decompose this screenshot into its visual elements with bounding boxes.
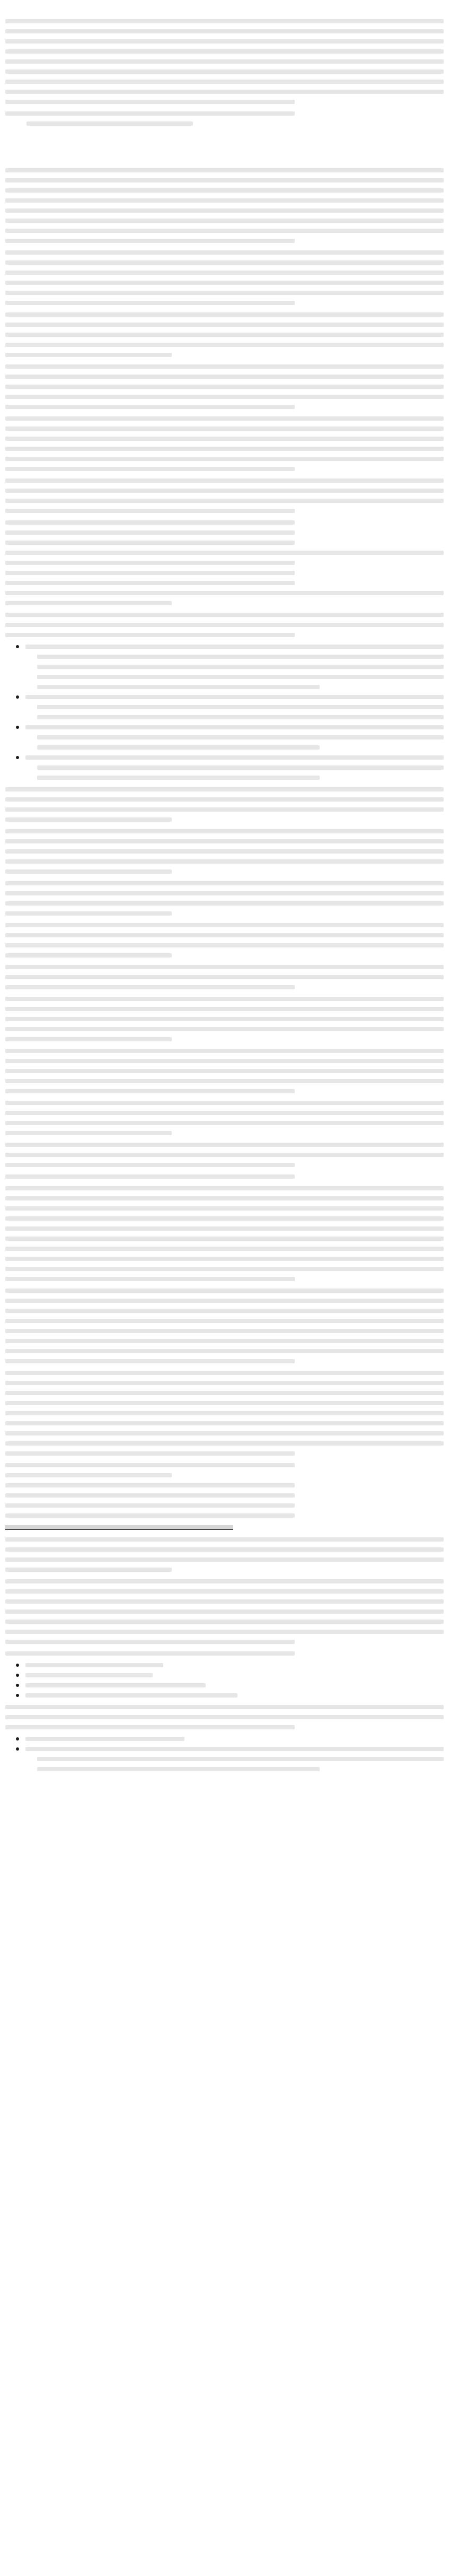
system-list	[5, 1663, 444, 1698]
paragraph-13	[5, 881, 444, 916]
paragraph-15	[5, 965, 444, 989]
paragraph-12	[5, 829, 444, 874]
paragraph-6	[5, 364, 444, 409]
paragraph-17	[5, 1049, 444, 1093]
list-item	[16, 755, 444, 760]
paragraph-25	[5, 1537, 444, 1572]
list-item	[16, 1673, 444, 1677]
list-item	[16, 1693, 444, 1698]
source-note[interactable]	[5, 1525, 233, 1530]
paragraph-contents	[5, 111, 444, 126]
list-item	[16, 695, 444, 699]
paragraph-8	[5, 478, 444, 513]
final-list	[5, 1737, 444, 1771]
list-item	[16, 645, 444, 649]
paragraph-22	[5, 1289, 444, 1363]
paragraph-9-list	[5, 520, 444, 605]
paragraph-7	[5, 416, 444, 471]
paragraph-5	[5, 312, 444, 357]
paragraph-20	[5, 1174, 444, 1179]
paragraph-26	[5, 1579, 444, 1644]
principles-list	[5, 645, 444, 780]
paragraph-23	[5, 1371, 444, 1456]
paragraph-21	[5, 1186, 444, 1281]
paragraph-27	[5, 1651, 444, 1656]
paragraph-24-list	[5, 1463, 444, 1518]
list-item	[16, 1663, 444, 1667]
paragraph-intro	[5, 19, 444, 104]
paragraph-3	[5, 168, 444, 243]
paragraph-4	[5, 250, 444, 305]
paragraph-14	[5, 923, 444, 958]
list-item	[16, 1747, 444, 1751]
paragraph-16	[5, 997, 444, 1041]
paragraph-18	[5, 1101, 444, 1135]
paragraph-28	[5, 1705, 444, 1729]
list-item	[16, 725, 444, 729]
page-title	[5, 3, 444, 15]
paragraph-10	[5, 613, 444, 637]
list-item	[16, 1683, 444, 1687]
paragraph-19	[5, 1143, 444, 1167]
section-heading	[5, 133, 444, 163]
paragraph-11	[5, 787, 444, 822]
list-item	[16, 1737, 444, 1741]
